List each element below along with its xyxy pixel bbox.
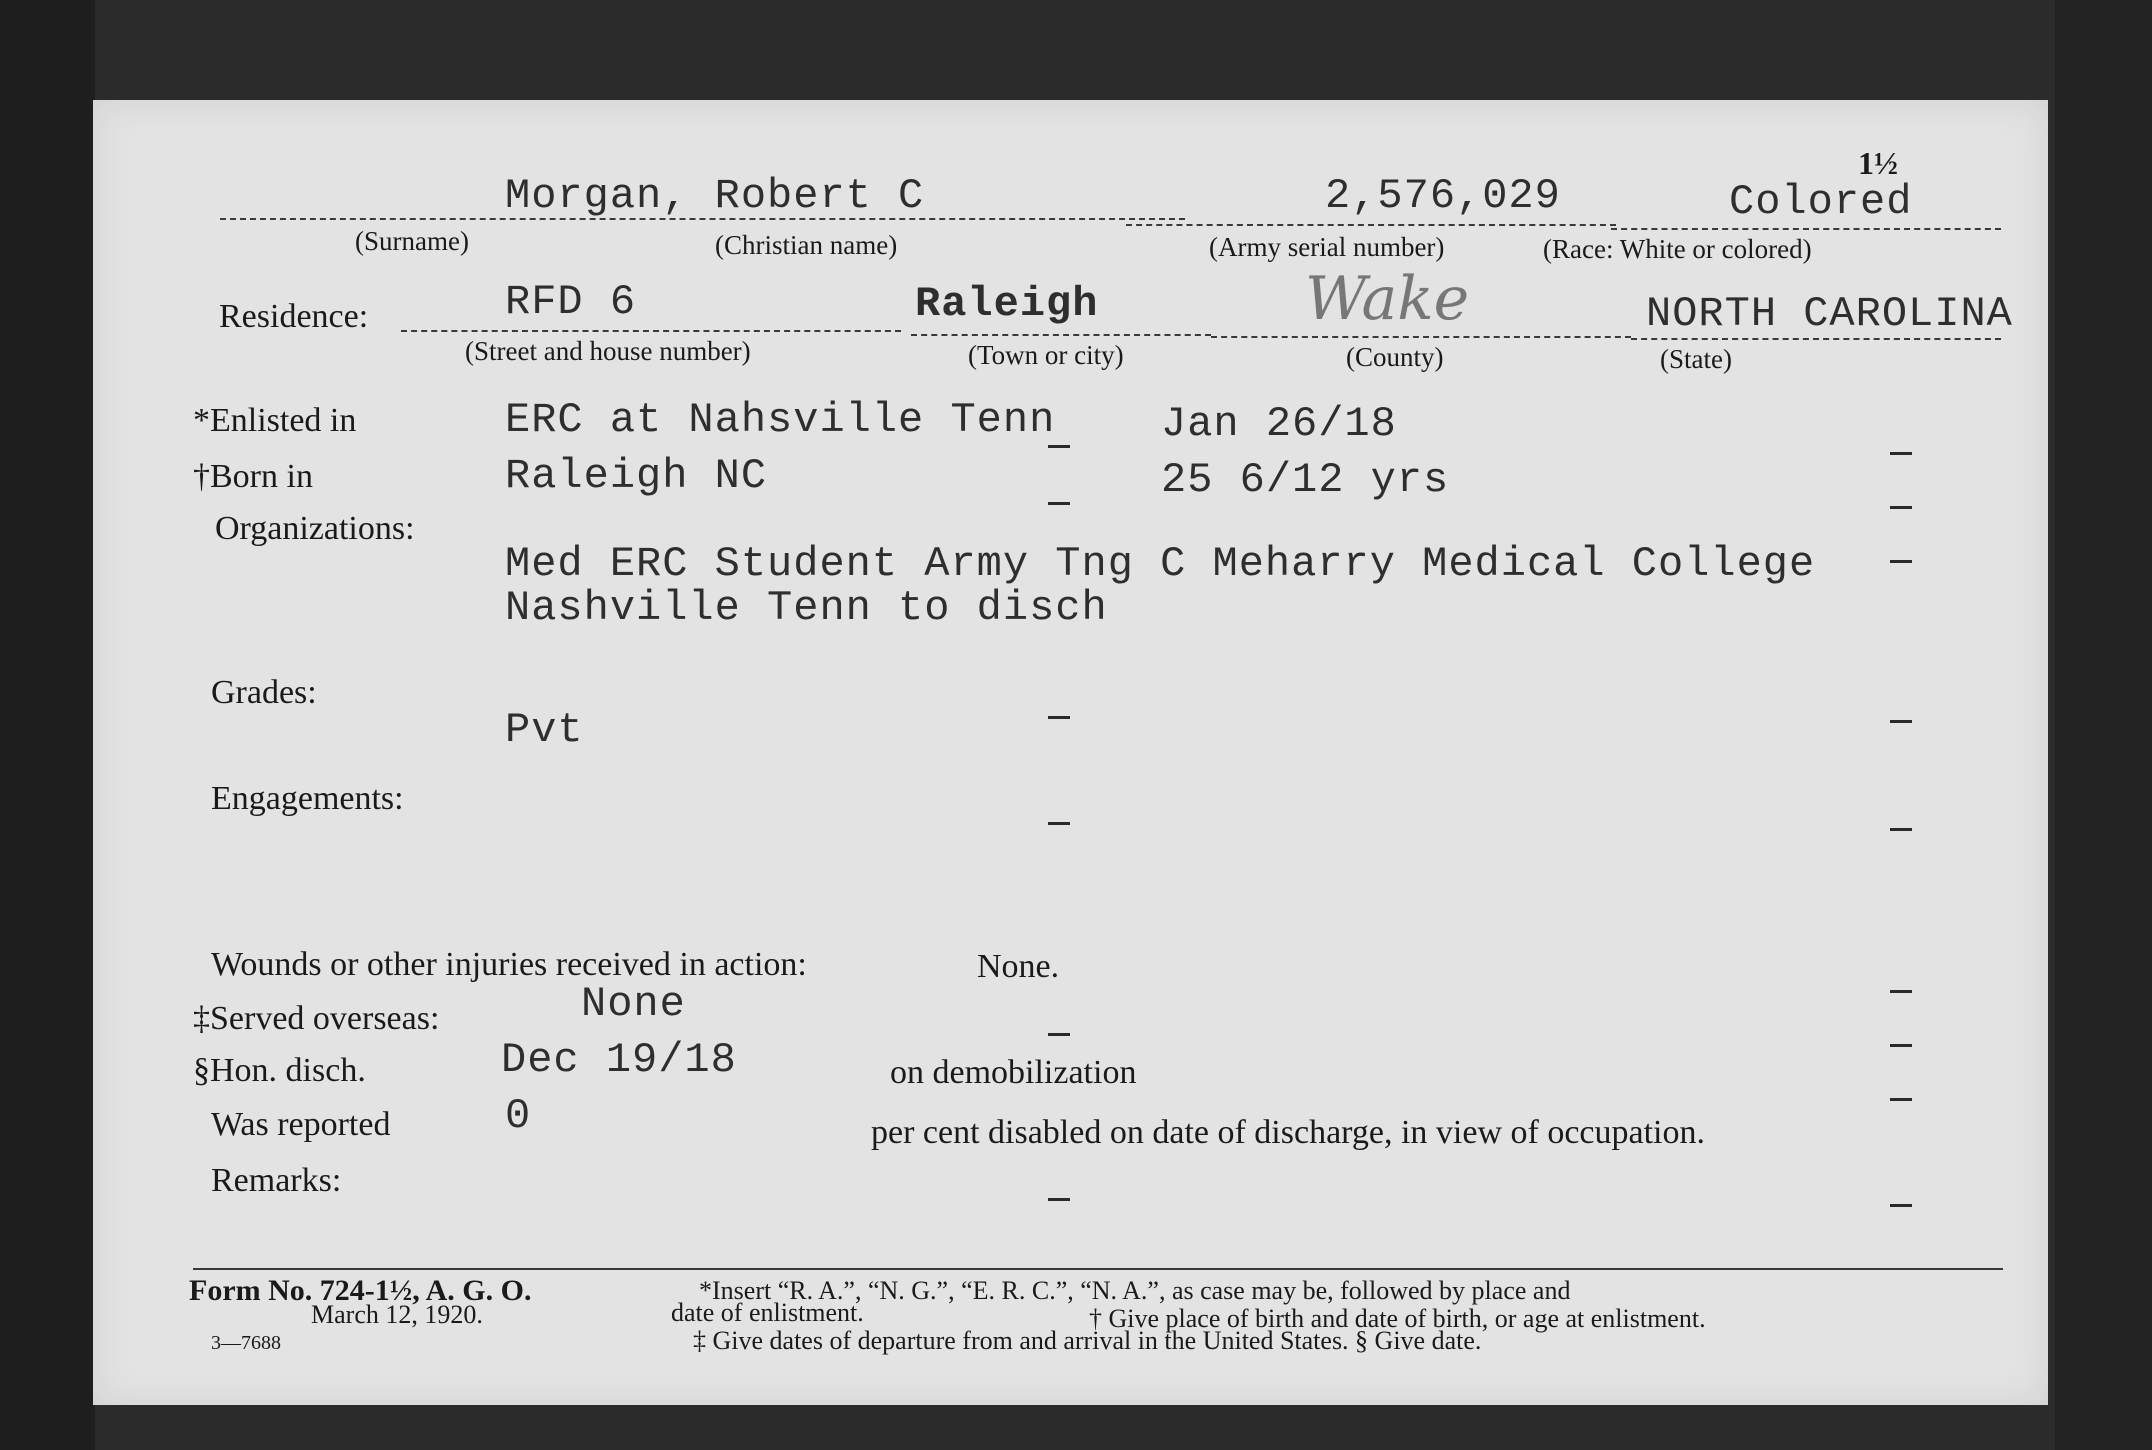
form-number: Form No. 724-1½, A. G. O. — [189, 1274, 532, 1307]
tick-mark — [1048, 1033, 1070, 1036]
reported-label: Was reported — [211, 1106, 391, 1143]
tick-mark — [1048, 716, 1070, 719]
town-value: Raleigh — [915, 280, 1099, 328]
footnote-1: *Insert “R. A.”, “N. G.”, “E. R. C.”, “N. A.”, as case may be, followed by place and — [699, 1276, 1571, 1305]
tick-mark — [1048, 445, 1070, 448]
hon-disch-value: Dec 19/18 — [501, 1036, 737, 1084]
state-caption: (State) — [1660, 344, 1732, 374]
organization-line-1: Med ERC Student Army Tng C Meharry Medical College — [505, 540, 1816, 588]
organization-line-2: Nashville Tenn to disch — [505, 584, 1108, 632]
footnote-2b: † Give place of birth and date of birth, or age at enlistment. — [1089, 1304, 1706, 1333]
form-date: March 12, 1920. — [311, 1300, 483, 1329]
remarks-label: Remarks: — [211, 1162, 342, 1199]
scan-border-left — [0, 0, 95, 1450]
tick-mark — [1890, 1044, 1912, 1047]
town-caption: (Town or city) — [968, 340, 1124, 370]
state-value: NORTH CAROLINA — [1646, 290, 2013, 338]
street-value: RFD 6 — [505, 278, 637, 326]
tick-mark — [1048, 1198, 1070, 1201]
tick-mark — [1890, 1204, 1912, 1207]
engagements-label: Engagements: — [211, 780, 404, 817]
grades-value: Pvt — [505, 706, 584, 754]
scan-border-right — [2055, 0, 2152, 1450]
tick-mark — [1890, 828, 1912, 831]
serial-line — [1126, 224, 1616, 226]
town-line — [911, 334, 1211, 336]
footnote-2a: date of enlistment. — [671, 1298, 864, 1327]
county-handwritten: Wake — [1305, 264, 1470, 334]
service-record-card — [93, 100, 2048, 1405]
race-line — [1611, 228, 2001, 230]
wounds-value: None. — [977, 948, 1060, 985]
tick-mark — [1048, 822, 1070, 825]
county-line — [1211, 336, 1631, 338]
christian-caption: (Christian name) — [715, 230, 898, 260]
name-value: Morgan, Robert C — [505, 172, 925, 220]
fraction-mark: 1½ — [1858, 145, 1898, 181]
residence-label: Residence: — [219, 298, 369, 335]
enlisted-date: Jan 26/18 — [1161, 400, 1397, 448]
enlisted-place: ERC at Nahsville Tenn — [505, 396, 1056, 444]
born-age: 25 6/12 yrs — [1161, 456, 1450, 504]
enlisted-label: *Enlisted in — [193, 402, 357, 439]
born-place: Raleigh NC — [505, 452, 768, 500]
footnote-3: ‡ Give dates of departure from and arrival in the United States. § Give date. — [693, 1326, 1482, 1355]
overseas-value: None — [581, 980, 686, 1028]
tick-mark — [1048, 502, 1070, 505]
tick-mark — [1890, 452, 1912, 455]
footer-rule — [193, 1268, 2003, 1270]
overseas-label: ‡Served overseas: — [193, 1000, 440, 1037]
print-code: 3—7688 — [211, 1332, 281, 1354]
tick-mark — [1890, 1098, 1912, 1101]
wounds-label: Wounds or other injuries received in action: — [211, 946, 807, 983]
born-label: †Born in — [193, 458, 313, 495]
grades-label: Grades: — [211, 674, 317, 711]
surname-caption: (Surname) — [355, 226, 469, 256]
tick-mark — [1890, 720, 1912, 723]
race-caption: (Race: White or colored) — [1543, 234, 1812, 264]
demobilization-text: on demobilization — [890, 1054, 1137, 1091]
hon-disch-label: §Hon. disch. — [193, 1052, 366, 1089]
organizations-label: Organizations: — [215, 510, 415, 547]
serial-value: 2,576,029 — [1325, 172, 1561, 220]
race-value: Colored — [1729, 178, 1913, 226]
disability-text: per cent disabled on date of discharge, in view of occupation. — [871, 1114, 1705, 1151]
tick-mark — [1890, 560, 1912, 563]
street-line — [401, 330, 901, 332]
tick-mark — [1890, 990, 1912, 993]
serial-caption: (Army serial number) — [1209, 232, 1445, 262]
tick-mark — [1890, 506, 1912, 509]
state-line — [1631, 338, 2001, 340]
name-line — [220, 218, 1185, 220]
county-caption: (County) — [1346, 342, 1444, 372]
reported-value: 0 — [505, 1092, 532, 1140]
street-caption: (Street and house number) — [465, 336, 751, 366]
